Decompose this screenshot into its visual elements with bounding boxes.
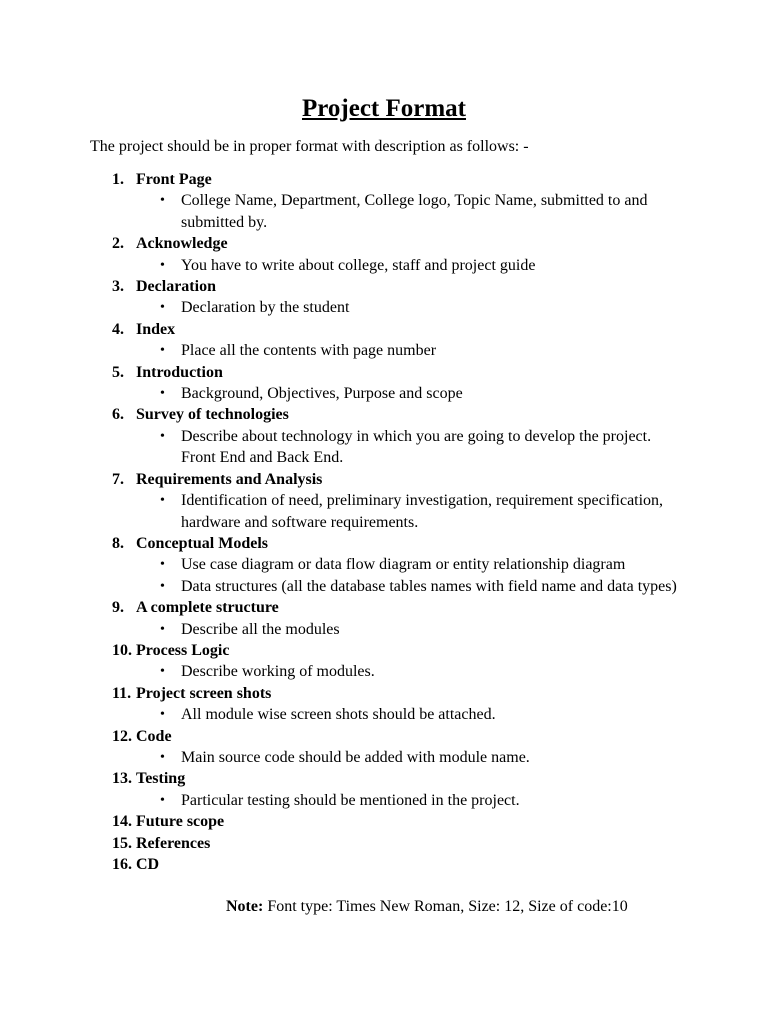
bullet-dot-icon: •: [160, 428, 165, 444]
section-title: References: [136, 834, 211, 852]
section-heading: [112, 169, 682, 190]
bullet-item: [112, 554, 682, 575]
section-item: [112, 533, 682, 597]
section-heading: [112, 597, 682, 618]
bullet-item: [112, 490, 682, 533]
section-heading: [112, 640, 682, 661]
section-heading: [112, 276, 682, 297]
bullet-text: Declaration by the student: [181, 299, 350, 317]
bullet-item: [112, 704, 682, 725]
bullet-list: [112, 790, 682, 811]
bullet-list: [112, 255, 682, 276]
section-title: Front Page: [136, 171, 212, 188]
section-title: Testing: [136, 770, 186, 788]
section-number: 11.: [112, 684, 132, 702]
bullet-list: [112, 340, 682, 361]
section-number: 3.: [112, 278, 124, 296]
bullet-dot-icon: •: [160, 343, 165, 359]
bullet-dot-icon: •: [160, 707, 165, 723]
bullet-text: Background, Objectives, Purpose and scope: [181, 385, 463, 403]
section-item: [112, 811, 682, 832]
section-item: [112, 833, 682, 854]
section-heading: [112, 811, 682, 832]
bullet-item: [112, 576, 682, 597]
section-heading: [112, 469, 682, 490]
section-title: Introduction: [136, 363, 223, 381]
section-item: [112, 640, 682, 683]
section-item: [112, 276, 682, 319]
section-title: Index: [136, 320, 176, 338]
section-heading: [112, 683, 682, 704]
bullet-list: [112, 704, 682, 725]
section-heading: [112, 533, 682, 554]
section-heading: [112, 726, 682, 747]
bullet-item: [112, 255, 682, 276]
bullet-text: Describe about technology in which you are going to develop the project. Front End and Back End.: [181, 427, 652, 467]
section-item: [112, 726, 682, 769]
section-number: 6.: [112, 406, 124, 424]
section-title: Process Logic: [136, 641, 230, 659]
section-heading: [112, 854, 682, 875]
section-number: 7.: [112, 470, 124, 488]
section-item: [112, 362, 682, 405]
section-item: [112, 404, 682, 468]
bullet-item: [112, 383, 682, 404]
bullet-text: Describe all the modules: [181, 620, 340, 638]
section-number: 16.: [112, 856, 132, 873]
section-title: Future scope: [136, 813, 225, 831]
section-number: 10.: [112, 641, 132, 659]
section-title: Code: [136, 727, 172, 745]
section-heading: [112, 768, 682, 789]
bullet-text: Identification of need, preliminary investigation, requirement specification, hardware and software requirements.: [181, 492, 664, 531]
section-item: [112, 469, 682, 533]
section-heading: [112, 404, 682, 425]
note-label: Note:: [226, 898, 264, 915]
bullet-item: [112, 747, 682, 768]
bullet-dot-icon: •: [160, 386, 165, 402]
bullet-dot-icon: •: [160, 749, 165, 765]
bullet-list: [112, 297, 682, 318]
section-number: 2.: [112, 235, 124, 253]
bullet-list: [112, 426, 682, 469]
section-title: Declaration: [136, 278, 216, 296]
section-title: Survey of technologies: [136, 406, 289, 424]
section-item: [112, 233, 682, 276]
bullet-item: [112, 790, 682, 811]
section-number: 14.: [112, 813, 132, 831]
bullet-text: Data structures (all the database tables names with field name and data types): [181, 577, 677, 595]
bullet-dot-icon: •: [160, 300, 165, 316]
section-heading: [112, 833, 682, 854]
bullet-list: [112, 661, 682, 682]
section-item: [112, 768, 682, 811]
note-text: Font type: Times New Roman, Size: 12, Size of code:10: [263, 898, 628, 915]
sections-list: [112, 169, 682, 875]
section-title: A complete structure: [136, 599, 279, 617]
bullet-text: Use case diagram or data flow diagram or entity relationship diagram: [181, 556, 626, 574]
section-number: 8.: [112, 534, 124, 552]
bullet-item: [112, 619, 682, 640]
bullet-dot-icon: •: [160, 257, 165, 273]
section-heading: [112, 362, 682, 383]
bullet-item: [112, 190, 682, 233]
bullet-list: [112, 554, 682, 597]
section-item: [112, 319, 682, 362]
intro-text: The project should be in proper format with description as follows: -: [90, 138, 529, 155]
section-title: Requirements and Analysis: [136, 470, 323, 488]
bullet-text: Main source code should be added with module name.: [181, 748, 530, 766]
bullet-text: Particular testing should be mentioned in the project.: [181, 791, 520, 809]
bullet-text: You have to write about college, staff and project guide: [181, 256, 536, 274]
bullet-text: Describe working of modules.: [181, 663, 375, 681]
bullet-list: [112, 490, 682, 533]
section-title: CD: [136, 856, 160, 873]
section-number: 12.: [112, 727, 132, 745]
bullet-item: [112, 297, 682, 318]
bullet-item: [112, 426, 682, 469]
section-title: Acknowledge: [136, 235, 228, 253]
bullet-dot-icon: •: [160, 664, 165, 680]
bullet-item: [112, 340, 682, 361]
bullet-dot-icon: •: [160, 493, 165, 509]
section-title: Conceptual Models: [136, 534, 268, 552]
bullet-list: [112, 383, 682, 404]
bullet-list: [112, 190, 682, 233]
section-title: Project screen shots: [136, 684, 272, 702]
bullet-list: [112, 747, 682, 768]
bullet-dot-icon: •: [160, 792, 165, 808]
bullet-dot-icon: •: [160, 193, 165, 209]
section-number: 13.: [112, 770, 132, 788]
bullet-dot-icon: •: [160, 621, 165, 637]
section-heading: [112, 319, 682, 340]
section-item: [112, 854, 682, 875]
section-item: [112, 169, 682, 233]
section-item: [112, 597, 682, 640]
section-number: 4.: [112, 320, 124, 338]
bullet-text: College Name, Department, College logo, Topic Name, submitted to and submitted by.: [181, 192, 648, 231]
section-number: 15.: [112, 834, 132, 852]
note: [226, 896, 628, 917]
bullet-list: [112, 619, 682, 640]
bullet-text: All module wise screen shots should be attached.: [181, 706, 496, 724]
bullet-dot-icon: •: [160, 557, 165, 573]
section-number: 1.: [112, 171, 124, 188]
page-title: Project Format: [301, 95, 467, 122]
bullet-text: Place all the contents with page number: [181, 342, 437, 360]
bullet-dot-icon: •: [160, 578, 165, 594]
section-number: 5.: [112, 363, 124, 381]
section-item: [112, 683, 682, 726]
bullet-item: [112, 661, 682, 682]
section-heading: [112, 233, 682, 254]
section-number: 9.: [112, 599, 124, 617]
